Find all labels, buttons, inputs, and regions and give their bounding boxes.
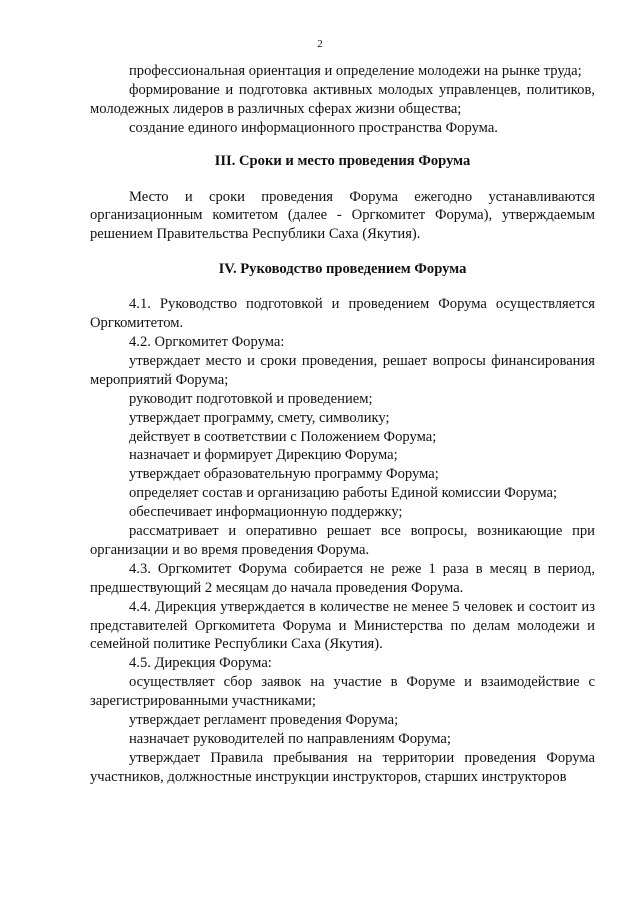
document-body	[90, 62, 595, 787]
paragraph: утверждает Правила пребывания на территории проведения Форума участников, должностные инструкции инструкторов, старших инструкторов	[90, 749, 595, 785]
paragraph: утверждает программу, смету, символику;	[129, 409, 390, 426]
paragraph: рассматривает и оперативно решает все вопросы, возникающие при организации и во время проведения Форума.	[90, 523, 595, 558]
paragraph: 4.4. Дирекция утверждается в количестве не менее 5 человек и состоит из представителей Оргкомитета Форума и Министерства по делам молодежи и семейной политике Республики Саха (Якутия).	[90, 598, 595, 653]
paragraph: 4.1. Руководство подготовкой и проведением Форума осуществляется Оргкомитетом.	[90, 296, 595, 332]
paragraph: создание единого информационного пространства Форума.	[129, 119, 498, 136]
section-heading-3: III. Сроки и место проведения Форума	[214, 152, 471, 169]
paragraph: 4.2. Оргкомитет Форума:	[129, 333, 285, 350]
paragraph: Место и сроки проведения Форума ежегодно устанавливаются организационным комитетом (далее - Оргкомитет Форума), утверждаемым решением Правительства Республики Саха (Якутия).	[90, 188, 595, 243]
paragraph: руководит подготовкой и проведением;	[129, 390, 373, 407]
paragraph: назначает руководителей по направлениям Форума;	[129, 731, 451, 747]
paragraph: действует в соответствии с Положением Форума;	[129, 428, 437, 445]
page-number: 2	[317, 38, 323, 50]
paragraph: профессиональная ориентация и определение молодежи на рынке труда;	[129, 63, 582, 79]
paragraph: 4.3. Оргкомитет Форума собирается не реже 1 раза в месяц в период, предшествующий 2 месяцам до начала проведения Форума.	[90, 560, 595, 596]
paragraph: утверждает место и сроки проведения, решает вопросы финансирования мероприятий Форума;	[90, 352, 595, 388]
paragraph: 4.5. Дирекция Форума:	[129, 655, 272, 672]
paragraph: утверждает образовательную программу Форума;	[129, 466, 439, 483]
paragraph: осуществляет сбор заявок на участие в Форуме и взаимодействие с зарегистрированными участниками;	[90, 674, 595, 710]
paragraph: назначает и формирует Дирекцию Форума;	[129, 447, 398, 464]
section-heading-4: IV. Руководство проведением Форума	[218, 261, 467, 278]
paragraph: обеспечивает информационную поддержку;	[129, 504, 403, 521]
paragraph: формирование и подготовка активных молодых управленцев, политиков, молодежных лидеров в различных сферах жизни общества;	[90, 81, 595, 117]
paragraph: утверждает регламент проведения Форума;	[129, 712, 399, 729]
paragraph: определяет состав и организацию работы Единой комиссии Форума;	[129, 485, 558, 502]
